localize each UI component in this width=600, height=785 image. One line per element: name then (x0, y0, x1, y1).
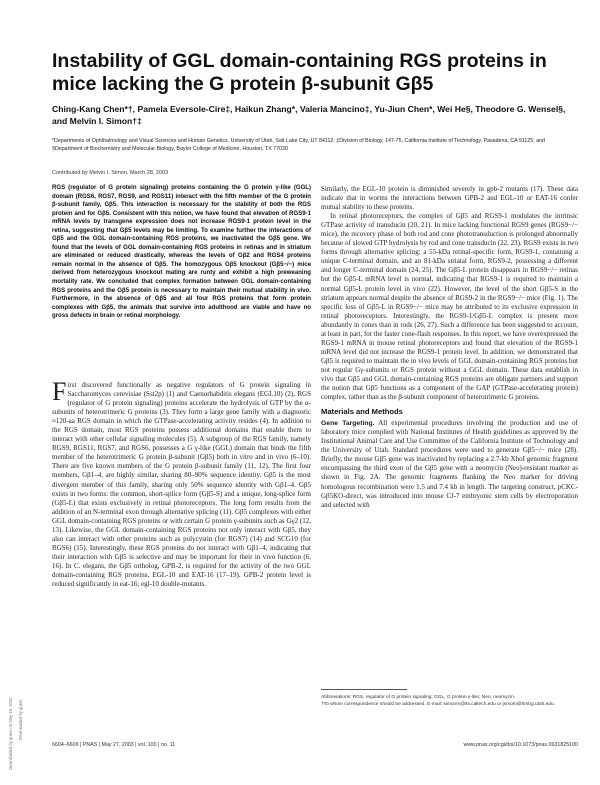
paper-title: Instability of GGL domain-containing RGS proteins in mice lacking the G protein β-subunit Gβ5 (52, 50, 547, 95)
download-watermark-2: Downloaded by guest (18, 699, 23, 740)
footnote-abbreviations: Abbreviations: RGS, regulator of G protein signaling; GGL, G protein γ-like; Neo, neomycin. (321, 695, 516, 700)
abstract: RGS (regulator of G protein signaling) proteins containing the G protein γ-like (GGL) domain (RGS6, RGS7, RGS9, and RGS11) interact with the fifth member of the G protein β-subunit family, Gβ5. This interaction is necessary for the stability of both the RGS protein and for Gβ5. Consistent with this notion, we have found that elevation of RGS9-1 mRNA levels by transgene expression does not increase RGS9-1 protein level in the retina, suggesting that Gβ5 levels may be limiting. To examine further the interactions of Gβ5 and the GGL domain-containing RGS proteins, we inactivated the Gβ5 gene. We found that the levels of GGL domain-containing RGS proteins in retinas and in striatum are eliminated or reduced drastically, whereas the levels of Gβ2 and RGS4 proteins remain normal in the absence of Gβ5. The homozygous Gβ5 knockout (Gβ5−/−) mice derived from heterozygous knockout mating are runty and exhibit a high preweaning mortality rate. We concluded that complex formation between GGL domain-containing RGS proteins and the Gβ5 protein is necessary to maintain their mutual stability in vivo. Furthermore, in the absence of Gβ5 and all four RGS proteins that form protein complexes with Gβ5, the animals that survive into adulthood are viable and have no gross defects in brain or retinal morphology. (52, 185, 311, 320)
paragraph: In retinal photoreceptors, the complex of Gβ5 and RGS9-1 modulates the intrinsic GTPase activity of transducin (20, 21). In mice lacking functional RGS9 genes (RGS9−/− mice), the recovery phase of both rod and cone phototransduction is prolonged abnormally because of slowed GTP hydrolysis by rod and cone transducin (22, 23). RGS9 exists in two forms through alternative splicing: a 55-kDa retinal-specific form, RGS9-1, containing a unique C-terminal domain, and an 81-kDa striatal form, RGS9-2, possessing a different and longer C-terminal domain (24, 25). The Gβ5-L protein disappears in RGS9−/− retinas but the Gβ5-L mRNA level is normal, indicating that RGS9-1 is required to maintain a normal Gβ5-L protein level in vivo (22). However, the level of the short Gβ5-S in the striatum appears normal despite the absence of RGS9-2 in the RGS9−/− mice (Fig. 1). The specific loss of Gβ5-L in RGS9−/− mice may be attributed to its exclusive expression in retinal photoreceptors. Interestingly, the RGS9-1/Gβ5-L complex is present more abundantly in cones than in rods (26, 27). Such a difference has been suggested to account, at least in part, for the faster cone-flash responses. In this report, we have overexpressed the RGS9-1 mRNA in mouse retinal photoreceptors and found that elevation of the RGS9-1 mRNA level did not increase the RGS9-1 protein level. In addition, we demonstrated that Gβ5 is required to maintain the in vivo levels of GGL domain-containing RGS proteins but not regular Gγ-subunits or RGS protein without a GGL domain. These data establish in vivo that Gβ5 and GGL domain-containing RGS proteins are obligate partners and support the notion that Gβ5 functions as a component of the GAP (GTPase-accelerating protein) complex, rather than as the β-subunit component of heterotrimeric G proteins. (321, 212, 578, 402)
download-watermark: Downloaded by guest on May 19, 2020 (8, 697, 13, 770)
paragraph: Similarly, the EGL-10 protein is diminished severely in gpb-2 mutants (17). These data indicate that in worms the interactions between GPB-2 and EGL-10 or EAT-16 confer mutual stability to these proteins. (321, 185, 578, 212)
footnotes (321, 695, 578, 708)
section-heading-methods: Materials and Methods (321, 407, 403, 417)
gene-targeting-paragraph (321, 419, 578, 509)
body-column-right (321, 185, 578, 510)
footnote-correspondence: †To whom correspondence should be addressed. E-mail: simonm@its.caltech.edu or jsmom@hmbg.utah.edu. (321, 701, 555, 707)
intro-paragraph (52, 377, 311, 589)
gene-targeting-text: All experimental procedures involving the production and use of laboratory mice complied with National Institutes of Health guidelines as approved by the Institutional Animal Care and Use Committee of the California Institute of Technology and the University of Utah. Standard procedures were used to generate Gβ5−/− mice (28). Briefly, the mouse Gβ5 gene was inactivated by replacing a 2.7-kb XhoI genomic fragment encompassing the third exon of the Gβ5 gene with a neomycin (Neo)-resistant marker as shown in Fig. 2A. The genomic fragments flanking the Neo marker for driving homologous recombination were 1.5 and 7.4 kb in length. The targeting construct, pCKC-Gβ5KO-direct, was introduced into mouse CJ-7 embryonic stem cells by electroporation and selected with (321, 419, 578, 509)
drop-cap: F (52, 377, 67, 406)
body-column-left (52, 377, 311, 589)
intro-text: irst discovered functionally as negative regulators of G protein signaling in Saccharomyces cerevisiae (Sst2p) (1) and Caenorhabditis elegans (EGL10) (2), RGS (regulator of G protein signaling) proteins accelerate the hydrolysis of GTP by the α-subunits of heterotrimeric G proteins (3). They form a large gene family with a diagnostic ≈120-aa RGS domain in which the GTPase-accelerating activity resides (4). In addition to the RGS domain, most RGS proteins possess additional domains that enable them to interact with other cellular signaling molecules (5). A subgroup of the RGS family, namely RGS9, RGS11, RGS7, and RGS6, possesses a G γ-like (GGL) domain that binds the fifth member of the heterotrimeric G protein β-subunit (Gβ5) both in vitro and in vivo (6–10). There are five known members of the G protein β-subunit family (11, 12). The first four members, Gβ1–4, are highly similar, sharing 80–90% sequence identity. Gβ5 is the most divergent member of this family, sharing only 50% sequence identity with Gβ1–4. Gβ5 exists in two forms: the common, short-splice form (Gβ5-S) and a unique, long-splice form (Gβ5-L) that exists exclusively in retinal photoreceptors. The long form results from the addition of an N-terminal exon through alternative splicing (11). Gβ5 complexes with either GGL domain-containing RGS proteins or with certain G protein γ-subunits such as Gγ2 (12, 13). Likewise, the GGL domain-containing RGS proteins not only interact with Gβ5, they also can interact with other proteins such as polycystin (for RGS7) (14) and SCG10 (for RGS6) (15). Interestingly, these RGS proteins do not interact with Gβ1–4, indicating that their interaction with Gβ5 is selective and may be important for their in vivo function (6, 16). In C. elegans, the Gβ5 ortholog, GPB-2, is required for the activity of the two GGL domain-containing RGS proteins, EGL-10 and EAT-16 (17–19). GPB-2 protein level is reduced significantly in eat-16; egl-10 double-mutants. (52, 381, 311, 589)
contributed-line: Contributed by Melvin I. Simon, March 28, 2003 (52, 170, 169, 176)
footer-citation: 6604–6609 | PNAS | May 27, 2003 | vol. 100 | no. 11 (52, 742, 176, 748)
subsection-heading: Gene Targeting. (321, 420, 375, 428)
footer-doi: www.pnas.org/cgi/doi/10.1073/pnas.0631825100 (463, 742, 578, 748)
affiliations: *Departments of Ophthalmology and Visual Sciences and Human Genetics, University of Utah, Salt Lake City, UT 84112; ‡Division of Biology, 147-75, California Institute of Technology, Pasadena, CA 91125; and §Department of Biochemistry and Molecular Biology, Baylor College of Medicine, Houston, TX 77030 (52, 138, 545, 152)
footnote-rule (321, 689, 407, 690)
author-list: Ching-Kang Chen*†, Pamela Eversole-Cire‡, Haikun Zhang*, Valeria Mancino‡, Yu-Jiun Chen*, Wei He§, Theodore G. Wensel§, and Melvin I. Simon†‡ (52, 104, 566, 126)
